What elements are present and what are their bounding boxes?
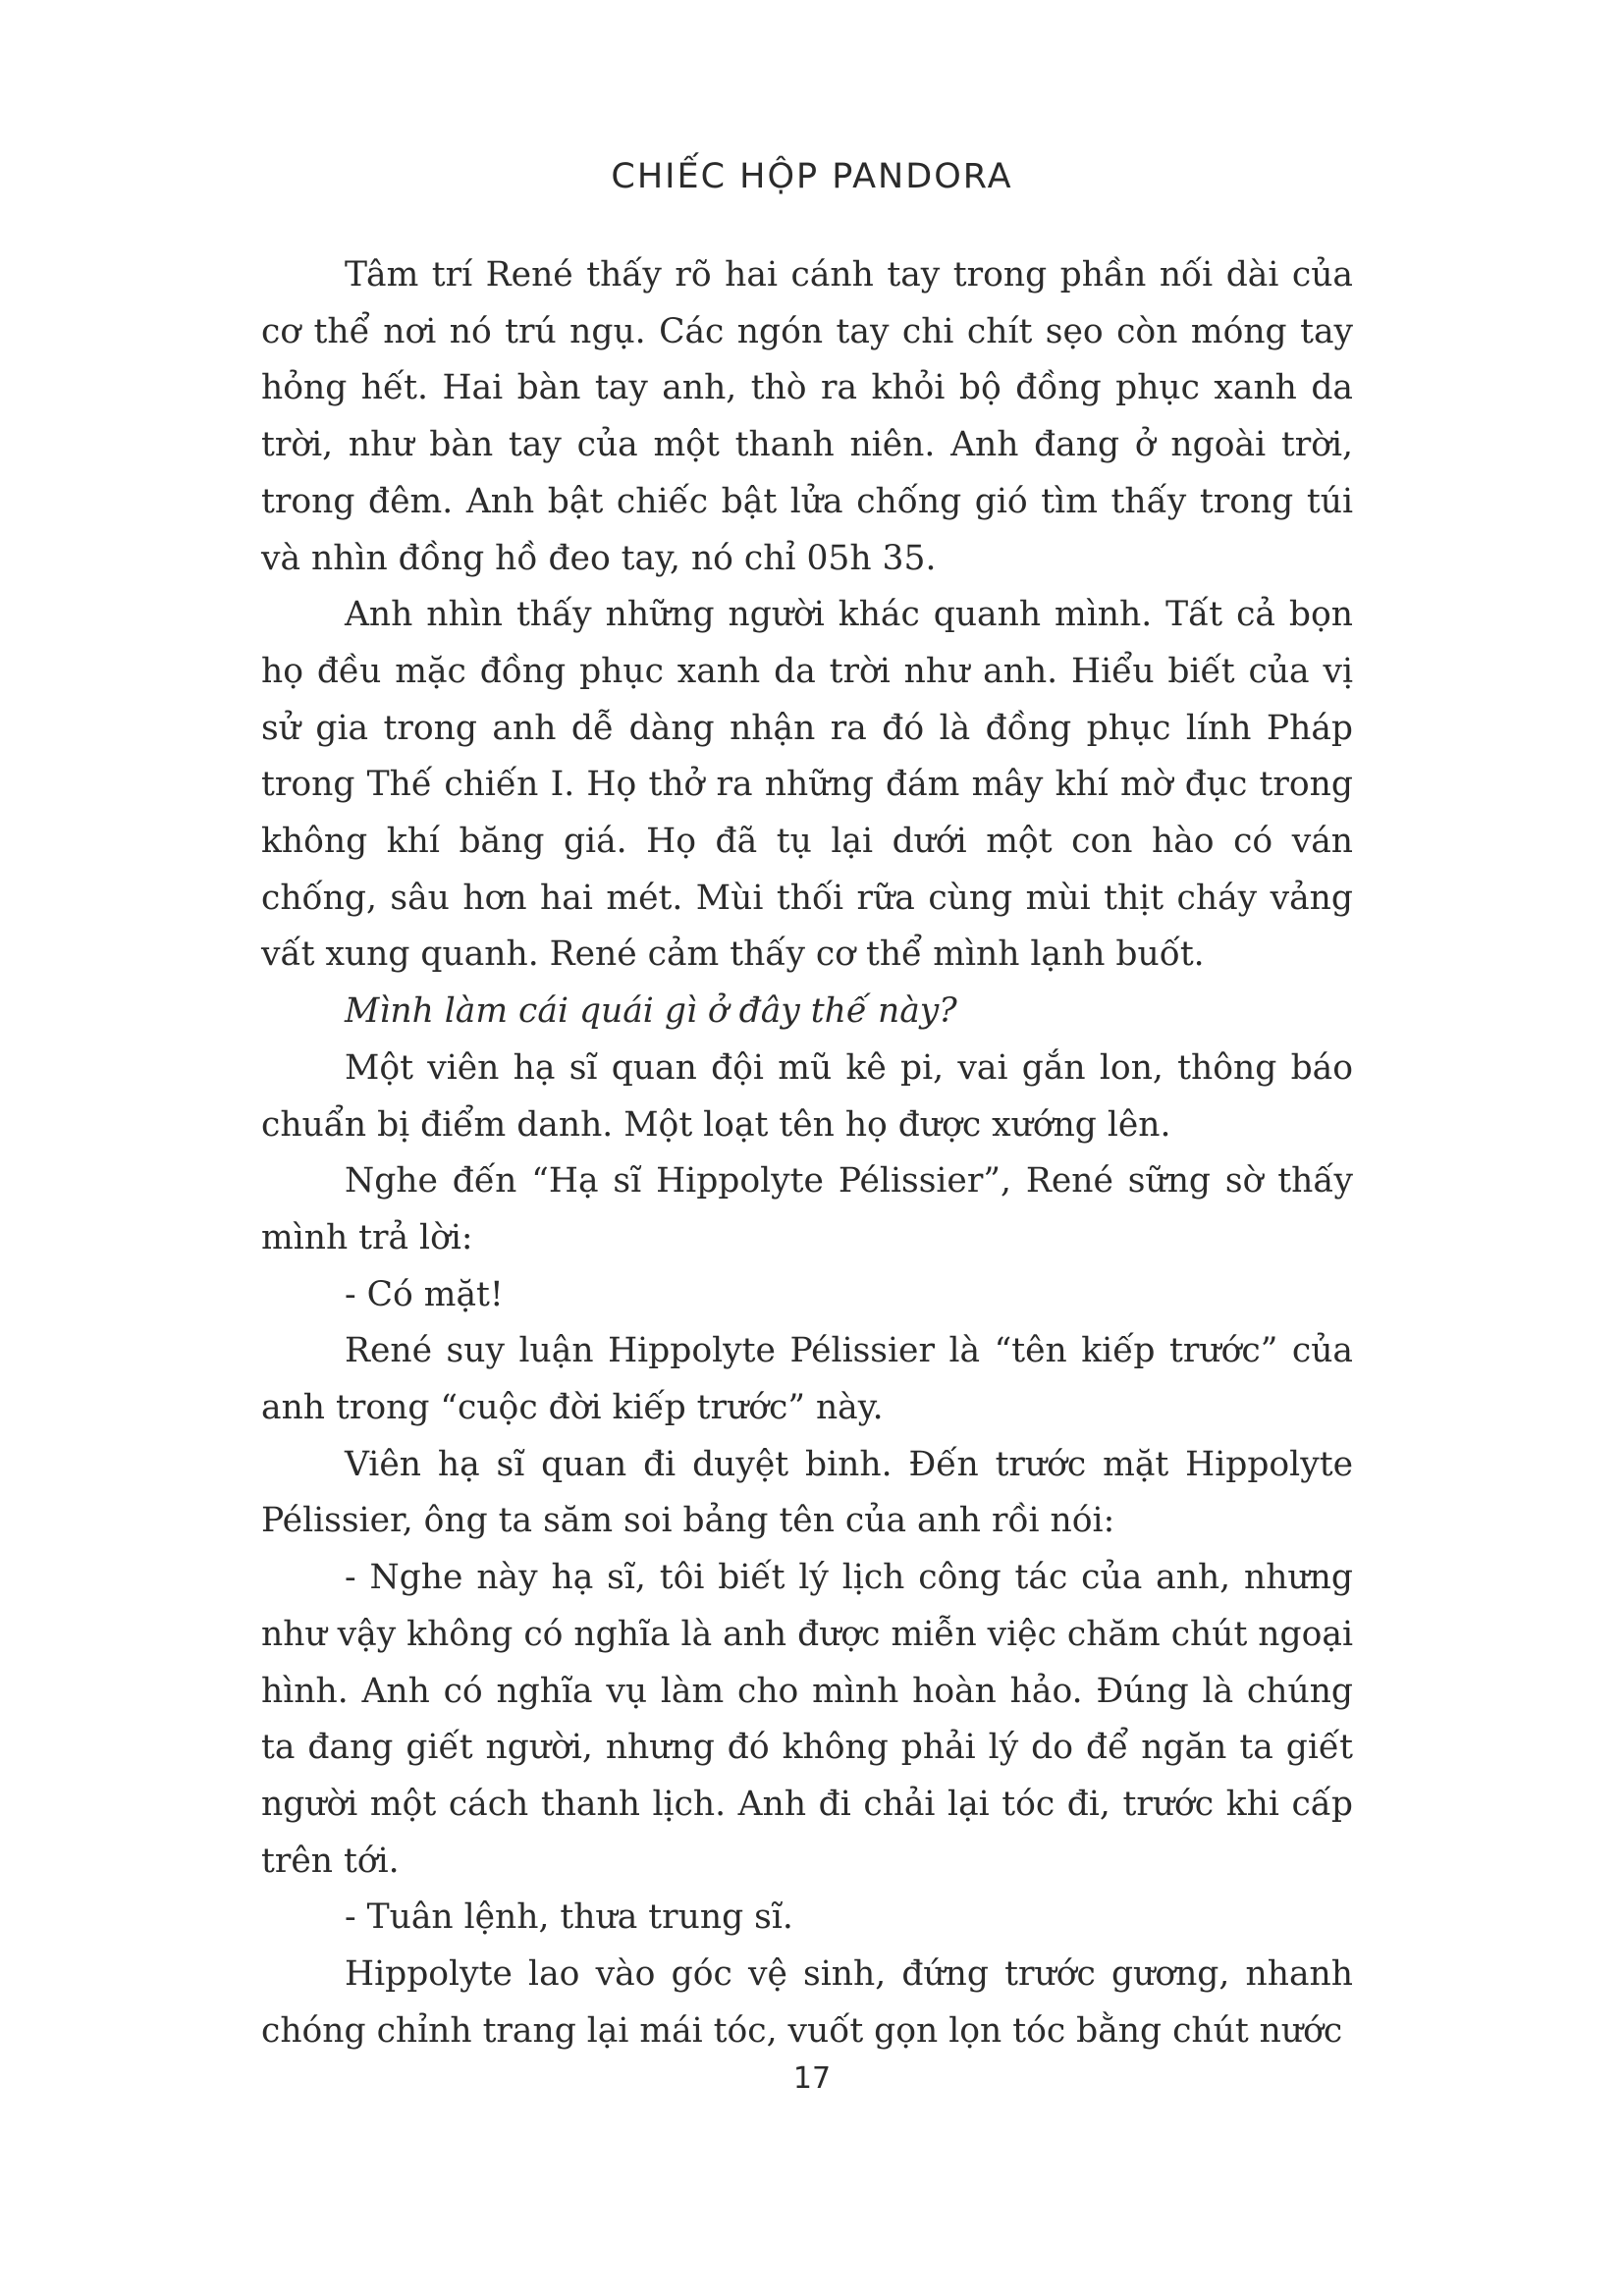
paragraph: Một viên hạ sĩ quan đội mũ kê pi, vai gắn lon, thông báo chuẩn bị điểm danh. Một loạt tên họ được xướng lên. xyxy=(261,1047,1353,1145)
paragraph: Anh nhìn thấy những người khác quanh mình. Tất cả bọn họ đều mặc đồng phục xanh da trời như anh. Hiểu biết của vị sử gia trong anh dễ dàng nhận ra đó là đồng phục lính Pháp trong Thế chiến I. Họ thở ra những đám mây khí mờ đục trong không khí băng giá. Họ đã tụ lại dưới một con hào có ván chống, sâu hơn hai mét. Mùi thối rữa cùng mùi thịt cháy vảng vất xung quanh. René cảm thấy cơ thể mình lạnh buốt. xyxy=(261,595,1353,975)
paragraph: Tâm trí René thấy rõ hai cánh tay trong phần nối dài của cơ thể nơi nó trú ngụ. Các ngón tay chi chít sẹo còn móng tay hỏng hết. Hai bàn tay anh, thò ra khỏi bộ đồng phục xanh da trời, như bàn tay của một thanh niên. Anh đang ở ngoài trời, trong đêm. Anh bật chiếc bật lửa chống gió tìm thấy trong túi và nhìn đồng hồ đeo tay, nó chỉ 05h 35. xyxy=(261,255,1353,578)
paragraph-dialogue: - Tuân lệnh, thưa trung sĩ. xyxy=(345,1897,793,1938)
paragraph-dialogue: - Nghe này hạ sĩ, tôi biết lý lịch công tác của anh, nhưng như vậy không có nghĩa là anh được miễn việc chăm chút ngoại hình. Anh có nghĩa vụ làm cho mình hoàn hảo. Đúng là chúng ta đang giết người, nhưng đó không phải lý do để ngăn ta giết người một cách thanh lịch. Anh đi chải lại tóc đi, trước khi cấp trên tới. xyxy=(261,1558,1353,1881)
page-number: 17 xyxy=(792,2061,832,2096)
body-text xyxy=(261,247,1353,2060)
paragraph-dialogue: - Có mặt! xyxy=(345,1274,504,1314)
paragraph: Hippolyte lao vào góc vệ sinh, đứng trước gương, nhanh chóng chỉnh trang lại mái tóc, vuốt gọn lọn tóc bằng chút nước xyxy=(261,1954,1353,2051)
running-header: CHIẾC HỘP PANDORA xyxy=(611,157,1013,196)
paragraph: Nghe đến “Hạ sĩ Hippolyte Pélissier”, René sững sờ thấy mình trả lời: xyxy=(261,1161,1353,1257)
paragraph: Viên hạ sĩ quan đi duyệt binh. Đến trước mặt Hippolyte Pélissier, ông ta săm soi bảng tên của anh rồi nói: xyxy=(261,1444,1353,1541)
paragraph: René suy luận Hippolyte Pélissier là “tên kiếp trước” của anh trong “cuộc đời kiếp trước” này. xyxy=(261,1331,1353,1428)
paragraph-italic-thought: Mình làm cái quái gì ở đây thế này? xyxy=(345,991,957,1032)
